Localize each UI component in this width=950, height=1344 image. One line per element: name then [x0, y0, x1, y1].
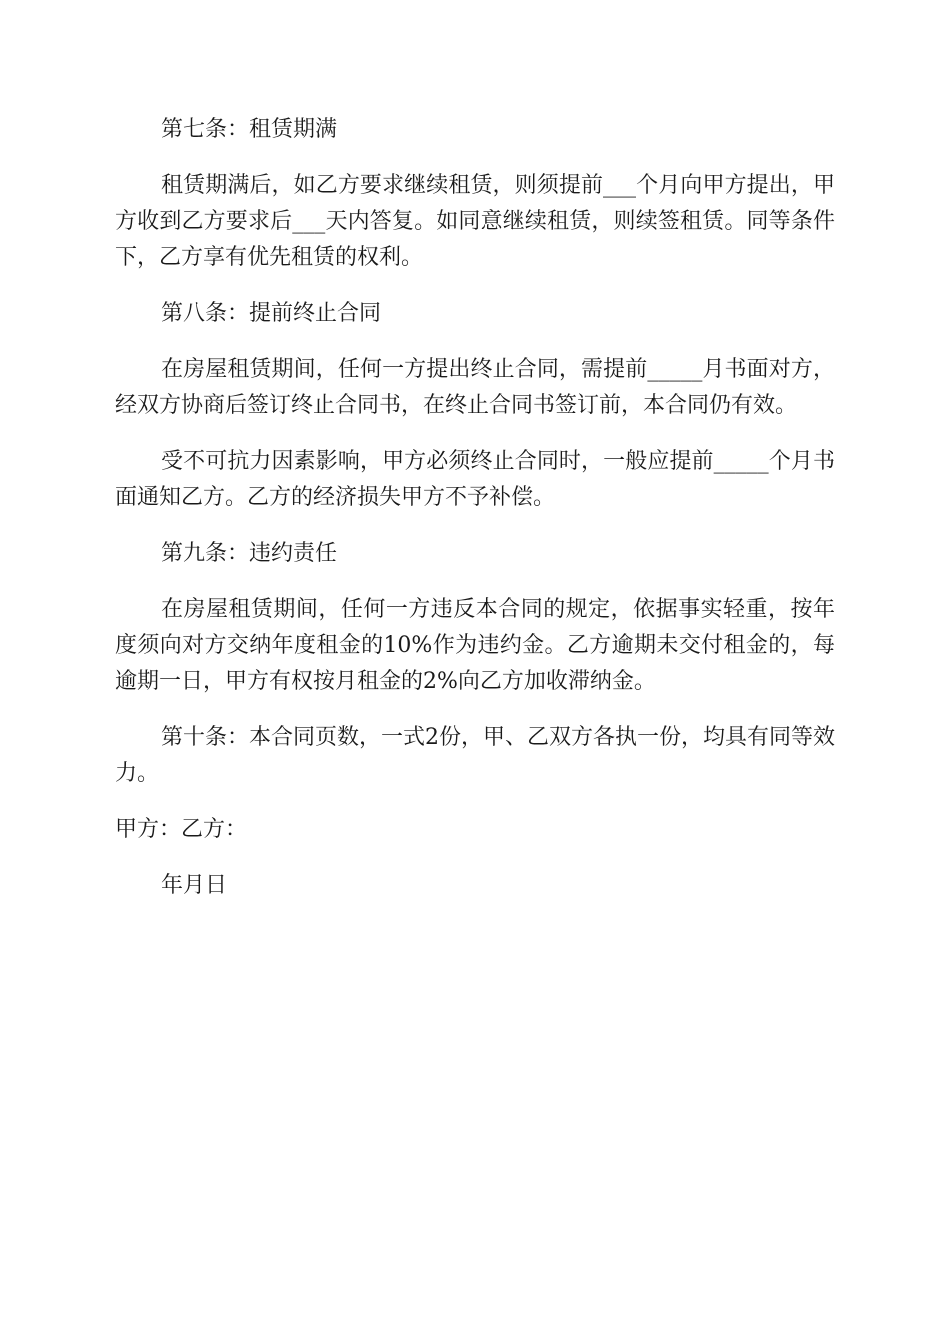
paragraph-force-majeure: 受不可抗力因素影响，甲方必须终止合同时，一般应提前_____个月书面通知乙方。乙方的经济损失甲方不予补偿。 — [115, 449, 835, 510]
signature-date: 年月日 — [161, 873, 228, 898]
section-heading-8: 第八条：提前终止合同 — [161, 301, 382, 326]
paragraph-lease-expiry: 租赁期满后，如乙方要求继续租赁，则须提前___个月向甲方提出，甲方收到乙方要求后___天内答复。如同意继续租赁，则续签租赁。同等条件下，乙方享有优先租赁的权利。 — [115, 173, 835, 270]
paragraph-early-termination: 在房屋租赁期间，任何一方提出终止合同，需提前_____月书面对方，经双方协商后签订终止合同书，在终止合同书签订前，本合同仍有效。 — [115, 357, 835, 418]
signature-parties: 甲方：乙方： — [115, 817, 248, 842]
section-heading-7: 第七条：租赁期满 — [161, 117, 338, 142]
paragraph-section-10: 第十条：本合同页数，一式2份，甲、乙双方各执一份，均具有同等效力。 — [115, 725, 835, 786]
paragraph-breach-liability: 在房屋租赁期间，任何一方违反本合同的规定，依据事实轻重，按年度须向对方交纳年度租金的10%作为违约金。乙方逾期未交付租金的，每逾期一日，甲方有权按月租金的2%向乙方加收滞纳金。 — [115, 597, 835, 694]
contract-page — [115, 112, 835, 924]
section-heading-9: 第九条：违约责任 — [161, 541, 338, 566]
